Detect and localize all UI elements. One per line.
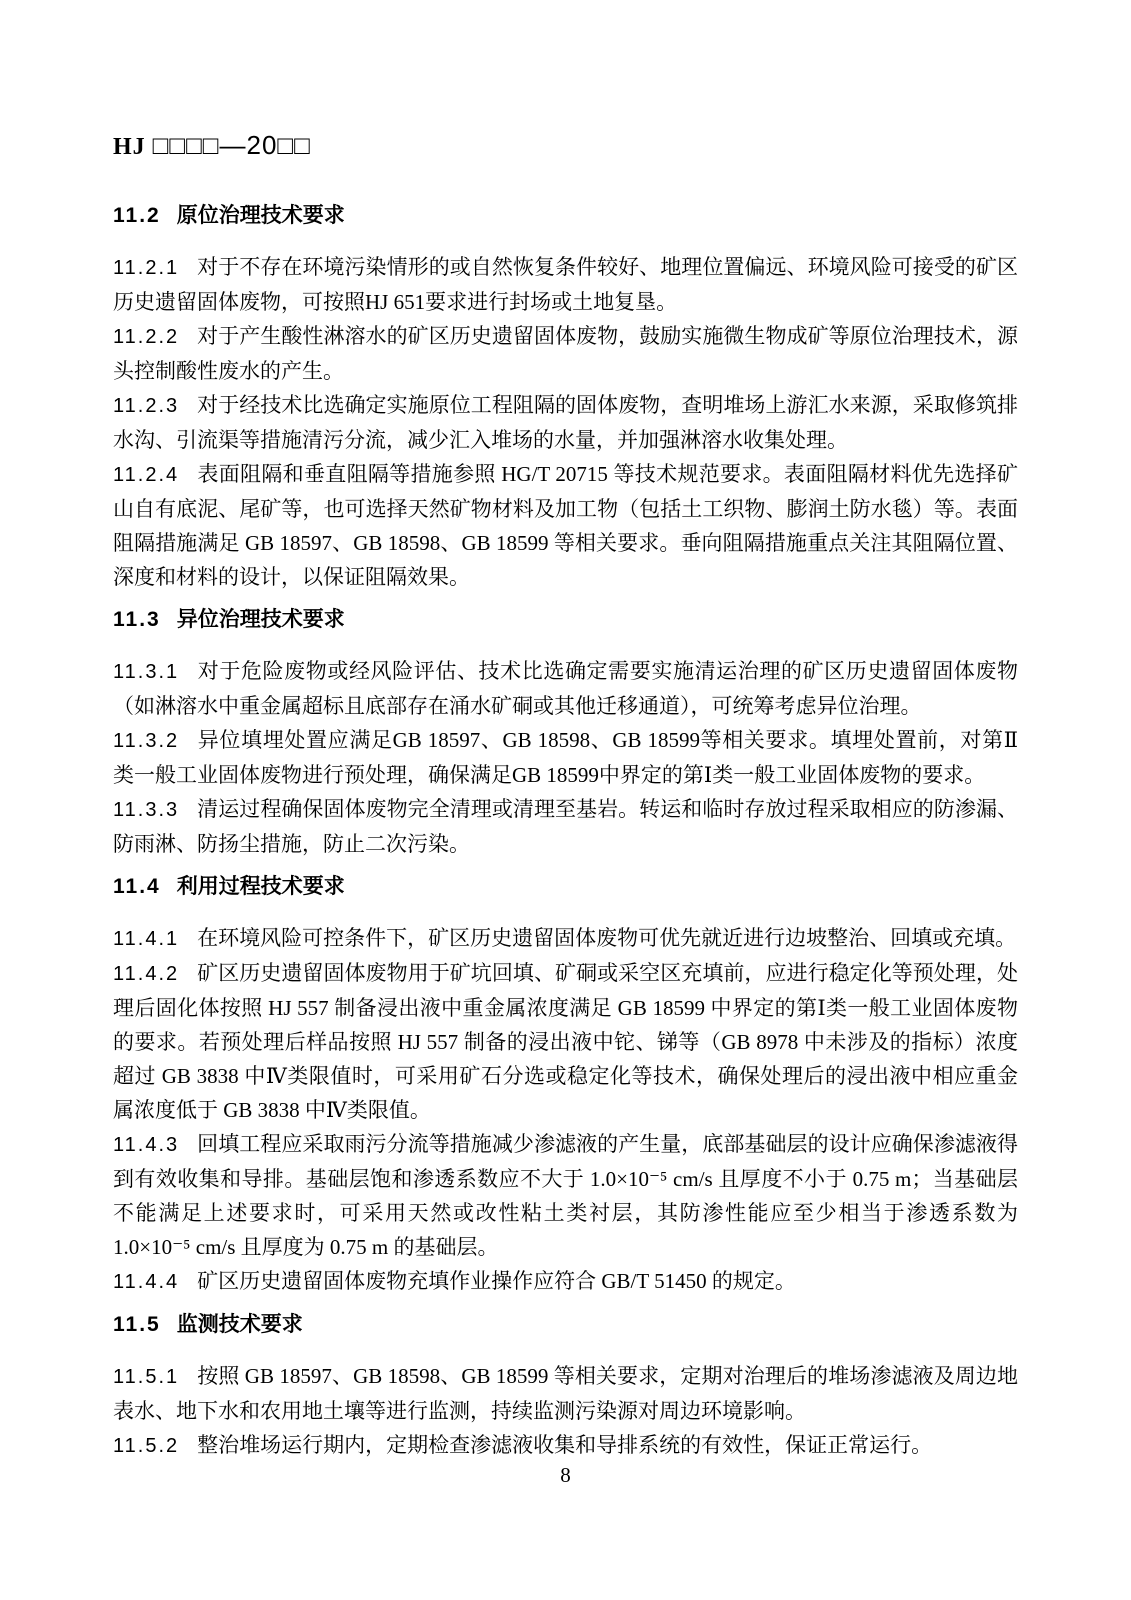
section-number: 11.3 [113, 608, 161, 631]
clause-11-3-3 [113, 792, 1018, 861]
standard-code-header [113, 130, 1018, 162]
standard-code-prefix: HJ [113, 134, 146, 160]
clause-number: 11.5.1 [113, 1366, 180, 1388]
clause-number: 11.5.2 [113, 1435, 180, 1457]
section-number: 11.2 [113, 204, 161, 227]
clause-number: 11.3.3 [113, 799, 180, 821]
clause-11-5-2 [113, 1428, 1018, 1463]
section-title: 异位治理技术要求 [176, 608, 345, 631]
section-heading-11-3 [113, 606, 1018, 634]
clause-text: 对于经技术比选确定实施原位工程阻隔的固体废物，查明堆场上游汇水来源，采取修筑排水沟、引流渠等措施清污分流，减少汇入堆场的水量，并加强淋溶水收集处理。 [113, 393, 1018, 452]
section-heading-11-5 [113, 1311, 1018, 1339]
clause-number: 11.2.3 [113, 395, 180, 417]
section-title: 利用过程技术要求 [176, 875, 345, 898]
clause-text: 对于危险废物或经风险评估、技术比选确定需要实施清运治理的矿区历史遗留固体废物（如淋溶水中重金属超标且底部存在涌水矿硐或其他迁移通道），可统筹考虑异位治理。 [113, 659, 1018, 718]
clause-number: 11.4.2 [113, 963, 180, 985]
clause-text: 表面阻隔和垂直阻隔等措施参照 HG/T 20715 等技术规范要求。表面阻隔材料优先选择矿山自有底泥、尾矿等，也可选择天然矿物材料及加工物（包括土工织物、膨润土防水毯）等。表面阻隔措施满足 GB 18597、GB 18598、GB 18599 等相关要求。垂向阻隔措施重点关注其阻隔位置、深度和材料的设计，以保证阻隔效果。 [113, 462, 1018, 589]
clause-text: 对于产生酸性淋溶水的矿区历史遗留固体废物，鼓励实施微生物成矿等原位治理技术，源头控制酸性废水的产生。 [113, 324, 1018, 383]
section-heading-11-4 [113, 873, 1018, 901]
clause-11-2-1 [113, 250, 1018, 319]
clause-11-4-1 [113, 921, 1018, 956]
clause-11-2-2 [113, 319, 1018, 388]
clause-text: 矿区历史遗留固体废物用于矿坑回填、矿硐或采空区充填前，应进行稳定化等预处理，处理后固化体按照 HJ 557 制备浸出液中重金属浓度满足 GB 18599 中界定的第Ⅰ类一般工业固体废物的要求。若预处理后样品按照 HJ 557 制备的浸出液中铊、锑等（GB 8978 中未涉及的指标）浓度超过 GB 3838 中Ⅳ类限值时，可采用矿石分选或稳定化等技术，确保处理后的浸出液中相应重金属浓度低于 GB 3838 中Ⅳ类限值。 [113, 961, 1018, 1122]
clause-number: 11.4.1 [113, 928, 180, 950]
clause-text: 矿区历史遗留固体废物充填作业操作应符合 GB/T 51450 的规定。 [197, 1269, 796, 1293]
clause-11-5-1 [113, 1359, 1018, 1428]
clause-11-4-4 [113, 1264, 1018, 1299]
clause-11-3-1 [113, 654, 1018, 723]
clause-11-4-2 [113, 956, 1018, 1127]
clause-number: 11.2.1 [113, 257, 180, 279]
clause-number: 11.3.1 [113, 661, 180, 683]
clause-text: 整治堆场运行期内，定期检查渗滤液收集和导排系统的有效性，保证正常运行。 [197, 1433, 933, 1457]
section-number: 11.4 [113, 875, 161, 898]
clause-11-4-3 [113, 1127, 1018, 1264]
clause-text: 回填工程应采取雨污分流等措施减少渗滤液的产生量，底部基础层的设计应确保渗滤液得到有效收集和导排。基础层饱和渗透系数应不大于 1.0×10⁻⁵ cm/s 且厚度不小于 0.75 m；当基础层不能满足上述要求时，可采用天然或改性粘土类衬层，其防渗性能应至少相当于渗透系数为 1.0×10⁻⁵ cm/s 且厚度为 0.75 m 的基础层。 [113, 1132, 1018, 1259]
clause-number: 11.2.2 [113, 326, 180, 348]
clause-number: 11.4.3 [113, 1134, 180, 1156]
clause-number: 11.2.4 [113, 464, 180, 486]
clause-11-2-3 [113, 388, 1018, 457]
clause-text: 异位填埋处置应满足GB 18597、GB 18598、GB 18599等相关要求。填埋处置前，对第Ⅱ类一般工业固体废物进行预处理，确保满足GB 18599中界定的第Ⅰ类一般工业固体废物的要求。 [113, 728, 1018, 787]
section-number: 11.5 [113, 1313, 161, 1336]
clause-number: 11.4.4 [113, 1271, 180, 1293]
clause-text: 对于不存在环境污染情形的或自然恢复条件较好、地理位置偏远、环境风险可接受的矿区历史遗留固体废物，可按照HJ 651要求进行封场或土地复垦。 [113, 255, 1018, 314]
clause-11-3-2 [113, 723, 1018, 792]
clause-text: 按照 GB 18597、GB 18598、GB 18599 等相关要求，定期对治理后的堆场渗滤液及周边地表水、地下水和农用地土壤等进行监测，持续监测污染源对周边环境影响。 [113, 1364, 1018, 1423]
section-title: 原位治理技术要求 [176, 204, 345, 227]
section-heading-11-2 [113, 202, 1018, 230]
clause-11-2-4 [113, 457, 1018, 594]
standard-code-number: □□□□—20□□ [152, 130, 311, 160]
clause-text: 在环境风险可控条件下，矿区历史遗留固体废物可优先就近进行边坡整治、回填或充填。 [197, 926, 1017, 950]
clause-text: 清运过程确保固体废物完全清理或清理至基岩。转运和临时存放过程采取相应的防渗漏、防雨淋、防扬尘措施，防止二次污染。 [113, 797, 1018, 856]
clause-number: 11.3.2 [113, 730, 180, 752]
section-title: 监测技术要求 [176, 1313, 303, 1336]
page-number: 8 [560, 1463, 571, 1487]
